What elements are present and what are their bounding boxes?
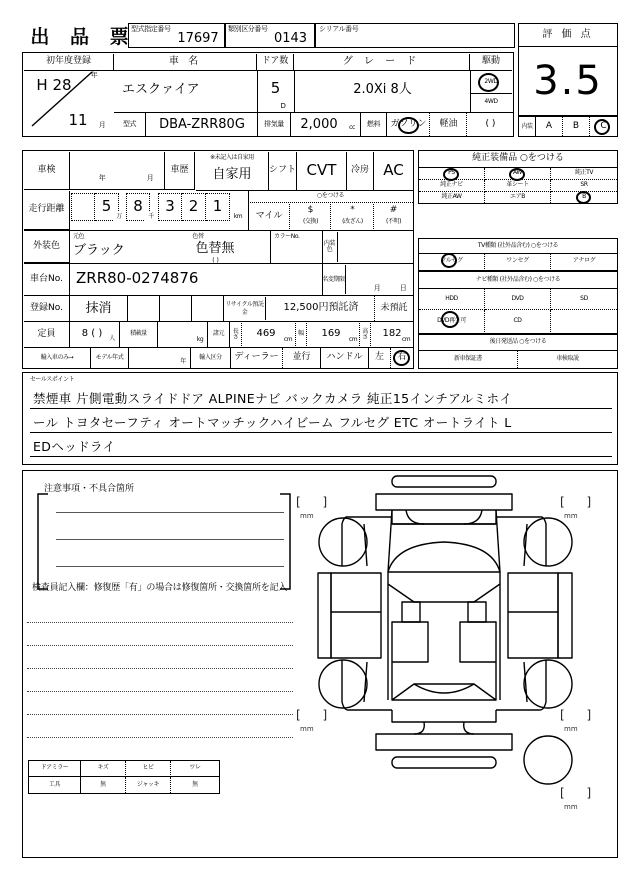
sales-point-line-1: 禁煙車 片側電動スライドドア ALPINEナビ バックカメラ 純正15インチアルミホイ (33, 391, 513, 406)
bottom-header-1: キズ (81, 761, 126, 777)
mileage-unit-sen: 千 (145, 212, 157, 223)
tv-type-oneseg[interactable]: ワンセグ (485, 254, 551, 269)
exterior-color-label: 外装色 (24, 231, 70, 263)
serial-label: シリアル番号 (319, 24, 359, 33)
drive-divider (470, 93, 512, 94)
width-unit: cm (348, 336, 358, 344)
registration-blank-2[interactable] (160, 296, 192, 321)
mileage-flag-tamper[interactable] (331, 204, 374, 229)
history-label: 車歴 (165, 152, 195, 190)
registration-blank-1[interactable] (128, 296, 160, 321)
capacity-label: 定員 (24, 322, 70, 347)
mileage-row-bottom (24, 230, 413, 231)
mileage-digit-5[interactable]: 1 (206, 193, 230, 221)
navi-type-dvd[interactable]: DVD (485, 289, 551, 310)
inspector-note: 検査員記入欄：修復歴「有」の場合は修復箇所・交換箇所を記入 (32, 583, 288, 594)
notes-line-3[interactable] (56, 566, 284, 567)
interior-grade-c[interactable]: C (600, 120, 607, 131)
fuel-other[interactable]: ( ) (485, 118, 496, 129)
bottom-row-2: ジャッキ (126, 777, 171, 793)
corner-mark-rear-right: [ ] (560, 708, 601, 722)
name-change-month-unit: 月 (373, 283, 381, 292)
equipment-genuine-aw[interactable]: 純正AW (419, 192, 485, 203)
serial-value (378, 31, 508, 46)
bottom-row-3: 無 (192, 780, 198, 788)
mileage-flag-exchange-sym: $ (307, 204, 314, 215)
inspection-month-unit: 月 (146, 174, 154, 183)
doors-value: 5 (270, 79, 281, 98)
height-unit: cm (401, 336, 411, 344)
first-reg-month-unit: 月 (98, 120, 106, 129)
load-unit: kg (196, 336, 204, 344)
navi-type-title: ナビ種類 (社外品含む) ○をつける (418, 272, 618, 289)
width-label: 幅 (295, 323, 307, 346)
drive-2wd[interactable]: 2WD (484, 77, 498, 85)
bottom-header-2: ヒビ (126, 761, 171, 777)
mileage-digit-1[interactable]: 5 (95, 193, 119, 221)
equipment-aw[interactable]: AW (485, 168, 551, 180)
width-value: 169 (321, 328, 341, 340)
capacity-value: 8 ( ) (81, 328, 103, 340)
inspector-line-6[interactable] (27, 737, 293, 738)
drive-4wd[interactable]: 4WD (484, 98, 498, 106)
later-ship-title: 後日発送品 ○をつける (418, 335, 618, 351)
corner-mark-spare: [ ] (560, 786, 601, 800)
tv-type-analog[interactable]: アナログ (572, 257, 596, 265)
color-no-value[interactable] (271, 243, 321, 261)
length-label: 長さ (230, 323, 242, 346)
height-value: 182 (382, 328, 402, 340)
later-ship-manual[interactable]: 車検取説 (556, 355, 579, 363)
sales-point-underline-2 (30, 432, 612, 433)
equipment-sr[interactable]: SR (551, 180, 617, 192)
mileage-flags-note: ○をつける (248, 191, 413, 203)
first-registration-label: 初年度登録 (24, 54, 114, 71)
inspector-line-4[interactable] (27, 691, 293, 692)
navi-type-hdd[interactable]: HDD (419, 289, 485, 310)
mileage-flag-unknown-text: (不明) (385, 217, 402, 225)
notes-title: 注意事項・不具合箇所 (44, 484, 135, 495)
corner-mm-front-right: mm (564, 512, 578, 520)
doors-sub: D (280, 102, 286, 111)
import-label: 輸入車のみ→ (24, 348, 91, 368)
bottom-row-1: 無 (81, 777, 126, 793)
name-change-label: 名変期限 (322, 265, 346, 294)
car-name-value: エスクァイア (122, 82, 200, 98)
car-name-label: 車 名 (114, 54, 257, 71)
equipment-navi[interactable]: 純正ナビ (419, 180, 485, 192)
length-unit: cm (283, 336, 293, 344)
mileage-flag-unknown-sym: # (389, 204, 398, 215)
base-color-label: 元色 (73, 232, 85, 240)
height-label: 高さ (359, 323, 371, 346)
recycle-alt[interactable]: 未預託 (380, 302, 408, 313)
corner-mm-front-left: mm (300, 512, 314, 520)
chassis-value: ZRR80-0274876 (76, 269, 199, 288)
import-dealer[interactable]: ディーラー (231, 348, 283, 368)
mileage-flag-exchange[interactable] (290, 204, 331, 229)
chassis-label: 車台No. (24, 264, 70, 295)
sales-point-label: セールスポイント (30, 376, 75, 384)
page-title: 出 品 票 (30, 26, 136, 49)
mileage-digit-0[interactable] (71, 193, 95, 221)
displacement-label: 排気量 (258, 113, 291, 136)
model-year-unit: 年 (180, 358, 186, 366)
equipment-ps[interactable]: PS (419, 168, 485, 180)
equipment-tv[interactable]: 純正TV (551, 168, 617, 180)
import-parallel[interactable]: 並行 (283, 348, 321, 368)
tv-type-fullseg[interactable]: フルセグ (419, 254, 485, 269)
tv-type-title: TV種類 (社外品含む) ○をつける (418, 239, 618, 254)
registration-value: 抹消 (70, 296, 128, 321)
mileage-flag-tamper-sym: * (350, 204, 355, 215)
handle-right[interactable]: 右 (397, 352, 407, 363)
sales-point-line-2: ール トヨタセーフティ オートマッチックハイビーム フルセグ ETC オートライト L (33, 415, 512, 430)
corner-mm-rear-right: mm (564, 725, 578, 733)
score-value: 3.5 (533, 58, 603, 104)
corner-mm-rear-left: mm (300, 725, 314, 733)
recycle-label: リサイクル預託金 (224, 297, 266, 320)
change-color-label: 色替 (192, 232, 204, 240)
inspection-year-unit: 年 (98, 174, 106, 183)
notes-line-2[interactable] (56, 539, 284, 540)
model-code-label: 型式 (114, 113, 146, 136)
later-ship-warranty[interactable]: 新車保証書 (419, 351, 518, 368)
cooling-label: 冷房 (347, 152, 374, 190)
import-type-label: 輸入区分 (191, 348, 231, 368)
bottom-header-3: ワレ (171, 761, 219, 777)
shift-label: シフト (269, 152, 297, 190)
mileage-flag-tamper-text: (改ざん) (342, 217, 363, 225)
registration-blank-3[interactable] (192, 296, 224, 321)
name-change-day-unit: 日 (399, 283, 407, 292)
capacity-unit: 人 (109, 335, 115, 343)
mileage-flag-unknown[interactable] (374, 204, 413, 229)
history-note: ※未記入は自家用 (210, 153, 254, 161)
displacement-value: 2,000 (300, 116, 338, 132)
exterior-row-bottom (24, 263, 413, 264)
model-designation-label: 型式指定番号 (131, 24, 171, 33)
grade-label: グ レ ー ド (294, 54, 470, 71)
change-color-paren: ( ) (212, 256, 219, 264)
doors-label: ドア数 (257, 54, 294, 71)
equipment-title: 純正装備品 ○をつける (418, 151, 618, 168)
model-designation-value: 17697 (177, 30, 219, 46)
mileage-unit-man: 万 (113, 212, 125, 223)
doors-right-edge (294, 71, 295, 112)
mileage-unit-km: km (233, 213, 243, 221)
sales-point-underline-1 (30, 408, 612, 409)
mileage-flag-exchange-text: (交換) (302, 217, 319, 225)
mileage-digit-2[interactable]: 8 (126, 193, 150, 221)
notes-bracket (34, 490, 294, 593)
inspector-line-3[interactable] (27, 668, 293, 669)
inspection-label: 車検 (24, 152, 70, 190)
change-color-value: 色替無 (195, 241, 235, 257)
mileage-flag-mile[interactable]: マイル (249, 204, 290, 229)
equipment-b[interactable]: B (582, 193, 586, 201)
bottom-header-0: ドアミラー (29, 761, 81, 777)
inspector-line-1[interactable] (27, 622, 293, 623)
bottom-row-0: 工具 (29, 777, 81, 793)
corner-mark-rear-left: [ ] (296, 708, 337, 722)
base-color-value: ブラック (73, 243, 125, 259)
interior-grade-label: 内装 (519, 117, 536, 136)
interior-color-label: 内装色 (322, 232, 338, 262)
fuel-diesel[interactable]: 軽油 (431, 113, 467, 136)
navi-type-blank[interactable] (551, 310, 617, 332)
recycle-value: 12,500円預託済 (268, 296, 375, 321)
interior-grade-b[interactable]: B (563, 117, 590, 136)
shift-value: CVT (297, 152, 347, 190)
load-label: 積載量 (120, 322, 158, 347)
length-value: 469 (256, 328, 276, 340)
equipment-leather[interactable]: 革シート (485, 180, 551, 192)
category-label: 類別区分番号 (228, 24, 268, 33)
model-code-value: DBA-ZRR80G (159, 116, 245, 132)
handle-left[interactable]: 左 (369, 348, 391, 368)
equipment-airbag[interactable]: エアB (485, 192, 551, 203)
interior-color-value[interactable] (339, 232, 413, 262)
corner-mm-spare: mm (564, 803, 578, 811)
navi-type-dvd-play[interactable]: DVD再生可 (419, 310, 485, 332)
mileage-label: 走行距離 (24, 191, 70, 230)
handle-label: ハンドル (321, 348, 369, 368)
mileage-digit-3[interactable]: 3 (158, 193, 182, 221)
inspector-line-5[interactable] (27, 714, 293, 715)
inspector-line-2[interactable] (27, 645, 293, 646)
score-label: 評 価 点 (518, 25, 618, 47)
first-reg-month: 11 (68, 110, 88, 129)
navi-type-sd[interactable]: SD (551, 289, 617, 310)
notes-line-1[interactable] (56, 512, 284, 513)
mileage-digit-4[interactable]: 2 (182, 193, 206, 221)
registration-label: 登録No. (24, 296, 70, 321)
sales-point-line-3: EDヘッドライ (33, 439, 116, 454)
fuel-gasoline[interactable]: ガソリン (388, 113, 430, 136)
navi-type-cd[interactable]: CD (485, 310, 551, 332)
first-reg-year: 28 (52, 76, 72, 95)
vehicle-diagram (296, 472, 616, 812)
model-year-label: モデル年式 (91, 348, 129, 368)
cooling-value: AC (383, 161, 404, 180)
category-value: 0143 (273, 30, 308, 46)
first-reg-year-unit: 年 (90, 70, 98, 79)
grade-value: 2.0Xi 8人 (353, 82, 412, 98)
first-reg-era: H (36, 76, 48, 95)
history-value: 自家用 (212, 167, 252, 183)
displacement-unit: cc (349, 123, 355, 131)
corner-mark-front-right: [ ] (560, 495, 601, 509)
drive-label: 駆動 (470, 54, 512, 71)
source-label: 諸元 (208, 322, 230, 347)
fuel-label: 燃料 (361, 113, 387, 136)
interior-grade-a[interactable]: A (536, 117, 563, 136)
corner-mark-front-left: [ ] (296, 495, 337, 509)
sales-point-underline-3 (30, 456, 612, 457)
color-no-label: カラーNo. (274, 233, 300, 241)
